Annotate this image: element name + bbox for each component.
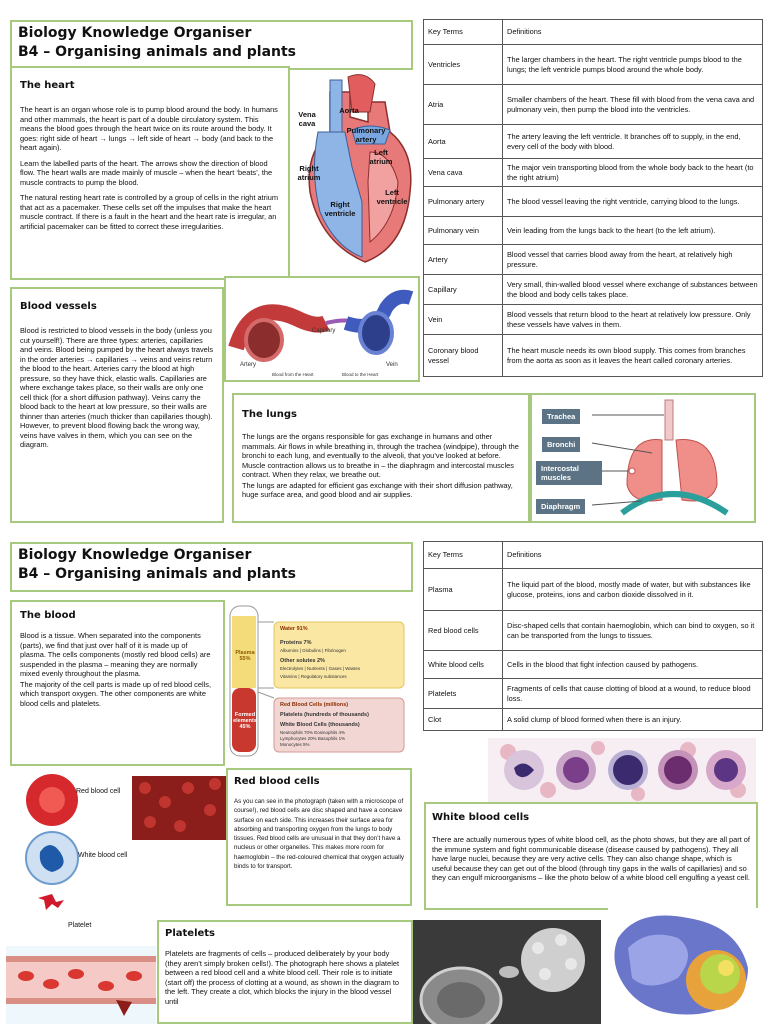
definition-cell: The heart muscle needs its own blood supply. This comes from branches from the aorta as soon as it leaves the heart called coronary arteries. [503,335,763,377]
title-box-1 [10,20,413,70]
definition-cell: The blood vessel leaving the right ventricle, carrying blood to the lungs. [503,187,763,217]
platelets-section [157,920,413,1024]
page-subtitle-2: B4 – Organising animals and plants [18,566,297,582]
clotting-diagram [6,946,156,1024]
rbc-paragraph: As you can see in the photograph (taken with a microscope of course!), red blood cells are disc shaped and have a concave surface on each side. This increases their surface area for absorbing and transporting oxygen from the lungs to body tissues. Red blood cells are unusual in that they don’t have a nucleus or other organelles. This makes more room for haemoglobin – the red-coloured chemical that oxygen actually binds to for transport. [234,798,404,871]
definition-cell: Very small, thin-walled blood vessel where exchange of substances between the blood and body cells takes place. [503,275,763,305]
cell-types-illustrations [10,772,228,929]
term-cell: Vena cava [424,159,503,187]
label-left-ventricle: Left ventricle [376,188,408,206]
term-cell: Ventricles [424,45,503,85]
platelet-micrograph [413,920,601,1024]
label-solutes-list-2: Vitamins | Regulatory substances [280,674,347,679]
term-cell: Plasma [424,569,503,611]
definition-cell: Disc-shaped cells that contain haemoglobin, which can bind to oxygen, so it can be transported from the lungs to tissues. [503,611,763,651]
term-cell: White blood cells [424,651,503,679]
heart-section [10,66,290,280]
label-wbc-types-3: Monocytes 5% [280,742,310,747]
platelets-heading: Platelets [165,928,216,939]
page-subtitle: B4 – Organising animals and plants [18,44,297,60]
definition-cell: Blood vessels that return blood to the heart at relatively low pressure. Only these vessels have valves in them. [503,305,763,335]
label-platelet: Platelet [68,922,92,929]
definition-cell: The larger chambers in the heart. The right ventricle pumps blood to the lungs; the left ventricle pumps blood around the whole body. [503,45,763,85]
definition-cell: Vein leading from the lungs back to the heart (to the left atrium). [503,217,763,245]
label-aorta: Aorta [339,106,359,115]
vessels-heading: Blood vessels [20,301,97,312]
definition-cell: A solid clump of blood formed when there is an injury. [503,709,763,731]
wbc-heading: White blood cells [432,812,530,823]
label-wbc-types-1: Neutrophils 70% Eosinophils 4% [280,730,346,735]
label-diaphragm: Diaphragm [536,499,585,514]
heart-paragraph-2: Learn the labelled parts of the heart. The arrows show the direction of blood flow. The heart walls are made mainly of muscle – when the heart ‘beats’, the muscle contracts to pump the blood. [20,158,273,187]
term-cell: Clot [424,709,503,731]
label-plasma-55: Plasma 55% [235,650,255,662]
label-left-atrium: Left atrium [369,148,393,166]
label-trachea: Trachea [542,409,580,424]
lungs-paragraph-2: The lungs are adapted for efficient gas exchange with their short diffusion pathway, huge surface area, and good blood and air supplies. [242,480,513,499]
term-cell: Capillary [424,275,503,305]
label-rbc-millions: Red Blood Cells (millions) [280,702,349,708]
lungs-paragraph-1: The lungs are the organs responsible for gas exchange in humans and other mammals. Air flows in while breathing in, through the trachea (windpipe), through the bronchi to each lung, and eventually to the alveoli, that you’ve looked at before. Muscle contraction allows us to breathe in – the diaphragm and intercostal muscles contract. When they relax, we breathe out. [242,432,519,479]
label-proteins: Proteins 7% [280,640,312,646]
definitions-header: Definitions [503,20,763,45]
label-solutes-list: Electrolytes | Nutrients | Gases | Wastes [280,666,361,671]
term-cell: Aorta [424,125,503,159]
label-bronchi: Bronchi [542,437,580,452]
clotting-illustration [6,946,156,1024]
label-to-heart: Blood to the Heart [342,372,379,377]
page-title-2: Biology Knowledge Organiser [18,547,252,563]
blood-paragraph-2: The majority of the cell parts is made up of red blood cells, which transport oxygen. The other components are white blood cells and platelets. [20,679,212,708]
title-box-2 [10,542,413,592]
term-cell: Coronary blood vessel [424,335,503,377]
label-pulmonary-artery: Pulmonary artery [346,126,386,144]
page-title: Biology Knowledge Organiser [18,25,252,41]
heart-paragraph-3: The natural resting heart rate is controlled by a group of cells in the right atrium that act as a pacemaker. These cells set off the impulses that make the heart muscle contract. If there is a fault in the heart and the heart rate is irregular, an artificial pacemaker can be fitted to correct these irregularities. [20,193,278,231]
label-water: Water 91% [280,626,308,632]
definition-cell: The artery leaving the left ventricle. It branches off to supply, in the end, every cell of the body with blood. [503,125,763,159]
label-from-heart: Blood from the Heart [272,372,314,377]
label-wbc-thousands: White Blood Cells (thousands) [280,722,360,728]
white-blood-cells-photo [488,738,756,802]
definition-cell: The major vein transporting blood from the whole body back to the heart (to the right atrium) [503,159,763,187]
term-cell: Artery [424,245,503,275]
white-blood-cells-section [424,802,758,910]
definition-cell: Fragments of cells that cause clotting of blood at a wound, to reduce blood loss. [503,679,763,709]
lungs-diagram [530,393,756,523]
term-cell: Pulmonary artery [424,187,503,217]
wbc-engulfing-yeast-photo [608,908,758,1024]
label-artery: Artery [240,362,257,368]
definition-cell: Blood vessel that carries blood away from the heart, at relatively high pressure. [503,245,763,275]
label-other-solutes: Other solutes 2% [280,658,325,664]
lungs-section [232,393,530,523]
lungs-heading: The lungs [242,409,297,420]
blood-composition-diagram [228,602,408,762]
label-wbc-types-2: Lymphocytes 20% Basophils 1% [280,736,346,741]
definition-cell: The liquid part of the blood, mostly made of water, but with substances like glucose, proteins, ions and carbon dioxide dissolved in it. [503,569,763,611]
key-terms-table-2 [423,541,763,731]
label-proteins-list: Albumins | Globulins | Fibrinogen [280,648,346,653]
term-cell: Vein [424,305,503,335]
label-vena-cava: Vena cava [298,110,316,128]
blood-vessels-section [10,287,224,523]
rbc-heading: Red blood cells [234,776,320,787]
blood-heading: The blood [20,610,76,621]
key-terms-table-1 [423,19,763,377]
heart-diagram [290,72,420,272]
blood-section [10,600,225,766]
platelets-paragraph: Platelets are fragments of cells – produced deliberately by your body (they aren’t simply broken cells!). The photograph here shows a platelet between a red blood cell and a white blood cell. Their role is to initiate (start off) the process of clotting at a wound, as shown in the diagram to the left. They create a clot, which blocks the injury in the blood vessel until [165,949,400,1006]
wbc-paragraph: There are actually numerous types of white blood cell, as the photo shows, but they are all part of the immune system and fight communicable disease (disease caused by pathogens). They all have large nuclei, because they are very active cells. They can also change shape, which is useful because they can get out of the blood (through tiny gaps in the walls of capillaries) and so they can engulf microorganisms – like the photo below of a white blood cell engulfing a yeast cell. [432,835,750,882]
term-cell: Pulmonary vein [424,217,503,245]
term-cell: Atria [424,85,503,125]
label-white-blood-cell: White blood cell [78,852,128,859]
term-cell: Platelets [424,679,503,709]
label-formed-elements: Formed elements 45% [233,712,257,730]
blood-vessel-diagram [224,276,420,382]
blood-paragraph-1: Blood is a tissue. When separated into the components (parts), we find that just over half of it is made up of plasma. The cells components (mostly red blood cells) are suspended in the plasma – meaning they are normally mixed evenly throughout the plasma. [20,631,211,678]
label-platelets-count: Platelets (hundreds of thousands) [280,712,369,718]
term-cell: Red blood cells [424,611,503,651]
definition-cell: Cells in the blood that fight infection caused by pathogens. [503,651,763,679]
vessels-paragraph: Blood is restricted to blood vessels in the body (unless you cut yourself!). There are three types: arteries, capillaries and veins. Blood being pumped by the heart always travels in the order arteries → capillaries → veins and veins return the blood to the heart. Arteries carry the blood at high pressure, so they have thick, elastic walls. Capillaries are where exchange takes place, so their walls are only one cell thick (for a short diffusion pathway). Veins carry the blood back to the heart at low pressure, so their walls are thinner than arteries (much thicker than capillaries though). However, to prevent blood flowing back the wrong way, veins have valves in them, which you can see on the diagram. [20,326,214,449]
key-terms-header: Key Terms [424,542,503,569]
label-intercostal-muscles: Intercostal muscles [536,461,602,485]
label-red-blood-cell: Red blood cell [76,788,121,795]
label-capillary: Capillary [312,328,336,334]
key-terms-header: Key Terms [424,20,503,45]
label-vein: Vein [386,362,398,368]
definitions-header: Definitions [503,542,763,569]
label-right-ventricle: Right ventricle [324,200,356,218]
label-right-atrium: Right atrium [297,164,321,182]
sem-illustration [413,920,601,1024]
heart-heading: The heart [20,80,75,91]
engulfing-illustration [608,908,758,1024]
definition-cell: Smaller chambers of the heart. These fill with blood from the vena cava and pulmonary vein, then pump the blood into the ventricles. [503,85,763,125]
wbc-micrograph [488,738,756,802]
heart-paragraph-1: The heart is an organ whose role is to pump blood around the body. In humans and other mammals, the heart is part of a double circulatory system. This means the blood goes through the heart twice on its route around the body. It goes: right side of heart → lungs → left side of heart → body (and back to the heart again). [20,105,278,152]
red-blood-cells-section [226,768,412,906]
